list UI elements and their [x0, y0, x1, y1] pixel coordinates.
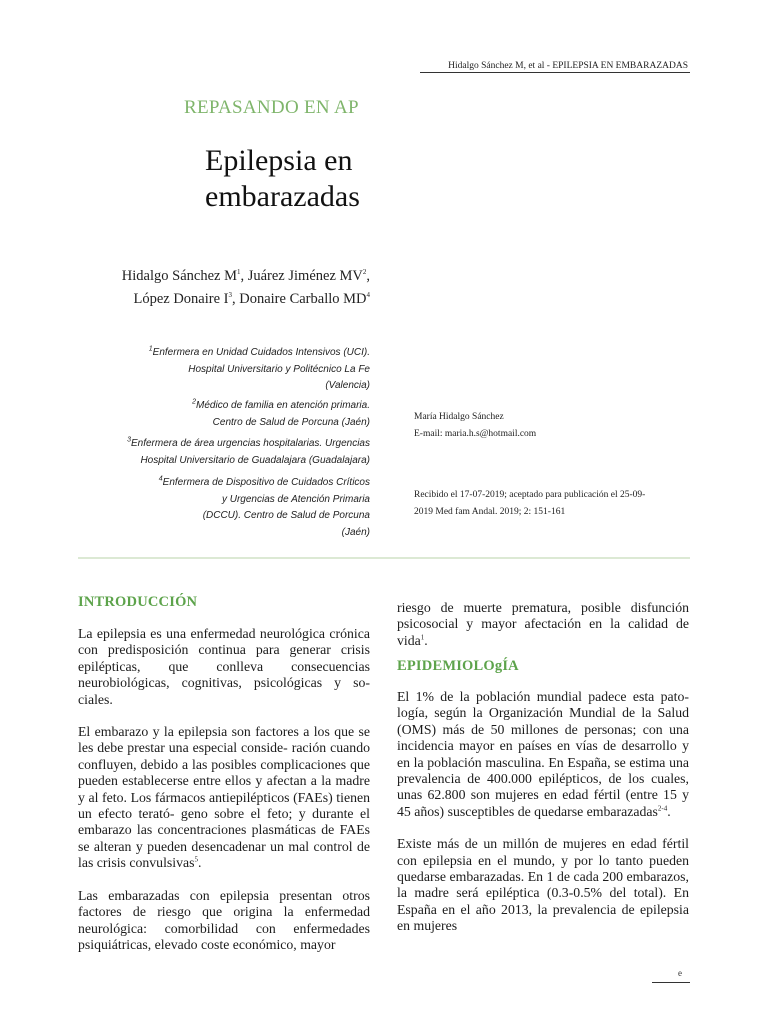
- affiliation-number: 3: [127, 436, 131, 444]
- right-column-body: [397, 689, 689, 951]
- received-line-1: Recibido el 17-07-2019; aceptado para publicación el 25-09-: [414, 490, 646, 500]
- author-list: [100, 265, 370, 311]
- left-column-body: [78, 626, 370, 969]
- section-divider: [78, 557, 690, 559]
- affiliation-line: (Jaén): [341, 526, 370, 538]
- author-line-2: [100, 288, 370, 311]
- affiliation-number: 1: [148, 345, 153, 353]
- citation: 5: [194, 855, 198, 864]
- citation: 1: [420, 633, 425, 642]
- affiliation-line: (Valencia): [325, 380, 370, 391]
- paragraph: El embarazo y la epilepsia son factores a los que se les debe prestar una especial conside- ración cuando confluyen, debido a las posibles complicaciones que pueden establecerse entre ellos y afectan a la madre y al feto. Los fármacos antiepilépticos (FAEs) tienen un efecto terató- geno sobre el feto; y durante el embarazo las concentraciones plasmáticas de FAEs se alteran y pueden desencadenar un mal control de las crisis convulsivas$^5$.: [78, 724, 370, 871]
- affiliation-line: Enfermera de área urgencias hospitalarias. Urgencias: [130, 438, 370, 449]
- affiliation-line: Enfermera de Dispositivo de Cuidados Críticos: [162, 477, 370, 488]
- contact-email: E-mail: maria.h.s@hotmail.com: [414, 428, 537, 439]
- received-line-2: 2019 Med fam Andal. 2019; 2: 151-161: [414, 506, 566, 517]
- author-name: , Juárez Jiménez MV: [240, 268, 363, 284]
- title-line-1: Epilepsia en: [205, 144, 353, 177]
- corresponding-author: [414, 409, 536, 442]
- received-info: [414, 487, 645, 520]
- affiliation-ref: 3: [228, 291, 232, 300]
- section-tag: REPASANDO EN AP: [184, 97, 359, 118]
- affiliation-number: 2: [192, 398, 197, 406]
- affiliation-2: [110, 398, 370, 431]
- affiliation-4: [110, 475, 370, 541]
- author-name: Hidalgo Sánchez M: [121, 268, 237, 284]
- title-line-2: embarazadas: [205, 180, 360, 213]
- author-name: López Donaire I: [133, 291, 229, 307]
- footer-rule: [652, 982, 690, 983]
- article-title: [205, 143, 360, 215]
- affiliation-1: [110, 345, 370, 395]
- paragraph: Existe más de un millón de mujeres en edad fértil con epilepsia en el mundo, y por lo tanto pueden quedarse embarazadas. En 1 de cada 200 embarazos, la madre será epiléptica (0.3-0.5% del total). En España en el año 2013, la prevalencia de epilepsia en mujeres: [397, 836, 689, 934]
- author-line-1: [100, 265, 370, 288]
- affiliation-line: y Urgencias de Atención Primaria: [221, 493, 370, 505]
- affiliation-3: [90, 436, 370, 469]
- affiliation-line: Enfermera en Unidad Cuidados Intensivos (UCI).: [152, 347, 370, 358]
- author-separator: ,: [366, 268, 370, 284]
- paragraph: La epilepsia es una enfermedad neurológica crónica con predisposición continua para generar crisis epilépticas, que conlleva consecuencias neurobiológicas, cognitivas, psicológicas y so- ciales.: [78, 626, 370, 707]
- paragraph: Las embarazadas con epilepsia presentan otros factores de riesgo que origina la enfermedad neurológica: comorbilidad con enfermedades psiquiátricas, elevado coste económico, mayor: [78, 887, 370, 952]
- affiliation-line: Centro de Salud de Porcuna (Jaén): [212, 416, 370, 428]
- affiliation-ref: 2: [362, 268, 367, 277]
- citation: 2-4: [657, 804, 668, 813]
- affiliation-ref: 4: [366, 291, 370, 300]
- affiliation-line: Hospital Universitario de Guadalajara (Guadalajara): [140, 454, 370, 466]
- affiliation-number: 4: [158, 475, 163, 483]
- page-mark: e: [678, 968, 682, 978]
- affiliation-ref: 1: [236, 268, 241, 277]
- affiliation-line: (DCCU). Centro de Salud de Porcuna: [202, 510, 370, 521]
- affiliation-line: Médico de familia en atención primaria.: [196, 400, 370, 411]
- heading-epidemiologia: EPIDEMIOLOgÍA: [397, 658, 519, 674]
- contact-name: María Hidalgo Sánchez: [414, 412, 504, 422]
- heading-introduccion: INTRODUCCIÓN: [78, 594, 198, 610]
- paragraph: El 1% de la población mundial padece esta pato- logía, según la Organización Mundial de la Salud (OMS) más de 50 millones de personas; con una incidencia mayor en países en vías de desarrollo y en la población masculina. En España, se estima una prevalencia de 400.000 epilépticos, de los cuales, unas 62.800 son mujeres en edad fértil (entre 15 y 45 años) susceptibles de quedarse embarazadas$^{2-4}$.: [397, 689, 689, 819]
- right-column-continuation: [397, 600, 689, 665]
- header-rule: [420, 72, 690, 73]
- author-name: , Donaire Carballo MD: [232, 291, 367, 307]
- running-head: Hidalgo Sánchez M, et al - EPILEPSIA EN EMBARAZADAS: [448, 61, 688, 71]
- paragraph: riesgo de muerte prematura, posible disfunción psicosocial y mayor afectación en la calidad de vida$^1$.: [397, 600, 689, 648]
- affiliation-line: Hospital Universitario y Politécnico La Fe: [188, 363, 370, 375]
